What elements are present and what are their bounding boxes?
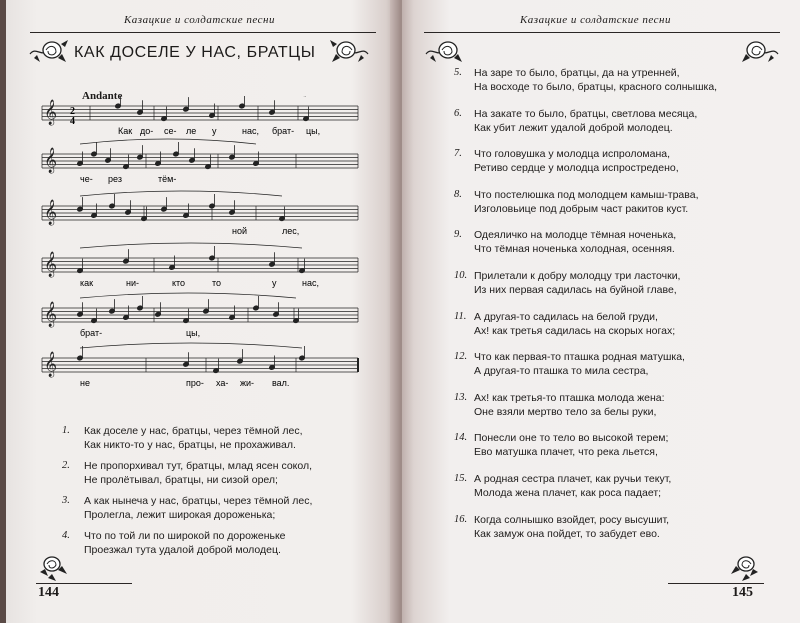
verse-number: 8. [454,188,462,200]
slur [80,343,302,348]
lyric-syllable: се- [164,126,177,136]
lyric-syllable: про- [186,378,204,388]
time-signature-bottom: 4 [70,116,75,127]
tempo-marking: Andante [82,90,123,102]
verse-line: На заре то было, братцы, да на утренней, [474,67,680,79]
lyric-syllable: тём- [158,174,177,184]
rose-ornament-icon [328,36,370,66]
verse-line: Молода жена плачет, как роса падает; [474,487,662,499]
verse-line: Понесли оне то тело во высокой терем; [474,432,669,445]
verse-line: Проезжал тута удалой доброй молодец. [84,544,281,556]
music-score [36,96,366,396]
rose-ornament-icon [28,36,70,66]
treble-clef-icon: 𝄞 [44,99,58,124]
lyric-syllable: жи- [240,378,255,388]
verse-number: 10. [454,270,468,281]
verse-line: А как нынеча у нас, братцы, через тёмной лес, [84,495,313,507]
verse-number: 14. [454,432,468,444]
verse-line: Оне взяли мертво тело за белы руки, [474,405,657,418]
header-rule [30,32,376,33]
rose-ornament-icon [728,552,762,582]
verse-line: Изголовьице под добрым част ракитов куст. [474,202,689,215]
verse-line: Ах! как третья садилась на скорых ногах; [474,324,676,337]
verse [62,459,313,487]
verse-line: Что головушка у молодца испроломана, [474,148,671,161]
verse-number: 2. [62,460,70,471]
verse-line: Как убит лежит удалой доброй молодец. [474,121,673,134]
verse-line: Как доселе у нас, братцы, через тёмной лес, [84,425,303,437]
slur [80,139,256,144]
verse [454,391,665,419]
verse-number: 1. [62,425,70,436]
verse [454,350,685,378]
verse-number: 13. [454,391,468,403]
verse-number: 6. [454,107,462,119]
verse-line: Одеяличко на молодце тёмная ноченька, [474,229,677,242]
lyric-syllable: лес, [282,226,300,236]
rose-ornament-icon [424,36,466,66]
lyric-syllable: как [80,278,94,288]
verse-number: 5. [454,67,462,78]
lyric-syllable: нас, [302,278,319,288]
lyric-syllable: вал. [272,378,290,388]
lyric-syllable: до- [140,126,154,136]
verse-line: Ретиво сердце у молодца испростредено, [474,162,679,175]
verse-number: 9. [454,229,462,241]
rose-ornament-icon [36,552,70,582]
song-title: КАК ДОСЕЛЕ У НАС, БРАТЦЫ [74,44,316,61]
verse [454,269,681,297]
treble-clef-icon: 𝄞 [44,199,58,224]
left-page [6,0,398,623]
lyric-syllable: ха- [216,378,229,388]
verse [454,188,699,216]
verse-line: А другая-то садилась на белой груди, [474,310,658,323]
verse-line: А родная сестра плачет, как ручьи текут, [474,473,672,485]
verse-line: Из них первая садилась на буйной главе, [474,284,677,296]
lyric-syllable: не [80,378,90,388]
lyric-syllable: че- [80,174,93,184]
verse-line: Ево матушка плачет, что река льется, [474,446,658,459]
running-head: Казацкие и солдатские песни [520,14,671,26]
verse [454,147,679,175]
lyric-syllable: ле [186,126,197,136]
verse [454,107,698,135]
verse-line: А другая-то пташка то мила сестра, [474,365,649,378]
right-page [402,0,800,623]
lyric-syllable: брат- [80,328,103,338]
lyric-syllable: то [212,278,222,288]
lyric-syllable: кто [172,278,186,288]
header-rule [424,32,780,33]
verse-line: Когда солнышко взойдет, росу высушит, [474,513,670,526]
verse-number: 16. [454,513,468,525]
running-head: Казацкие и солдатские песни [124,14,275,26]
verse-line: Что тёмная ноченька холодная, осенняя. [474,243,675,256]
verse [454,431,669,459]
verse [62,424,303,452]
page-number: 144 [38,585,59,600]
verse-line: Не пролётывал, братцы, ни сизой орел; [84,474,278,486]
lyric-syllable: Как [118,126,133,136]
verse-line: Что по той ли по широкой по дороженьке [84,530,286,542]
verse-number: 3. [62,495,70,506]
lyric-syllable: рез [108,174,122,184]
time-signature-top: 2 [70,106,75,117]
lyric-syllable: у [272,278,277,288]
verse-line: Как замуж она пойдет, то забудет ево. [474,527,660,540]
verse-number: 15. [454,473,468,484]
verse-line: Что как первая-то пташка родная матушка, [474,351,685,364]
treble-clef-icon: 𝄞 [44,301,58,326]
verse-number: 4. [62,530,70,541]
verse [454,513,670,541]
verse-line: Пролегла, лежит широкая дороженька; [84,509,276,521]
verse-line: Прилетали к добру молодцу три ласточки, [474,270,681,282]
verse-line: Как никто-то у нас, братцы, не прохаживал. [84,439,296,451]
lyric-syllable: ной [232,226,248,236]
slur [80,293,296,298]
lyric-syllable: ни- [126,278,139,288]
slur [80,243,302,248]
verse [454,66,718,94]
footer-rule [36,583,132,584]
verse [62,494,313,522]
lyric-syllable: цы, [186,328,201,338]
verse [62,529,286,557]
verse-line: Что постелюшка под молодцем камыш-трава, [474,188,699,201]
rose-ornament-icon [738,36,780,66]
verse-line: На закате то было, братцы, светлова месяца, [474,107,698,120]
verse-number: 7. [454,148,462,160]
page-number: 145 [732,585,753,600]
lyric-syllable: цы, [306,126,321,136]
lyric-syllable: брат- [272,126,295,136]
lyric-syllable: у [212,126,217,136]
verse-line: На восходе то было, братцы, красного солнышка, [474,81,718,93]
verse [454,472,672,500]
verse [454,310,676,338]
verse-line: Ах! как третья-то пташка молода жена: [474,391,665,404]
lyric-syllable: нас, [242,126,259,136]
verse [454,228,677,256]
verse-number: 11. [454,310,467,322]
verse-line: Не пропорхивал тут, братцы, млад ясен сокол, [84,460,313,472]
treble-clef-icon: 𝄞 [44,251,58,276]
treble-clef-icon: 𝄞 [44,147,58,172]
treble-clef-icon: 𝄞 [44,351,58,376]
verse-number: 12. [454,351,468,363]
slur [80,191,282,196]
footer-rule [668,583,764,584]
